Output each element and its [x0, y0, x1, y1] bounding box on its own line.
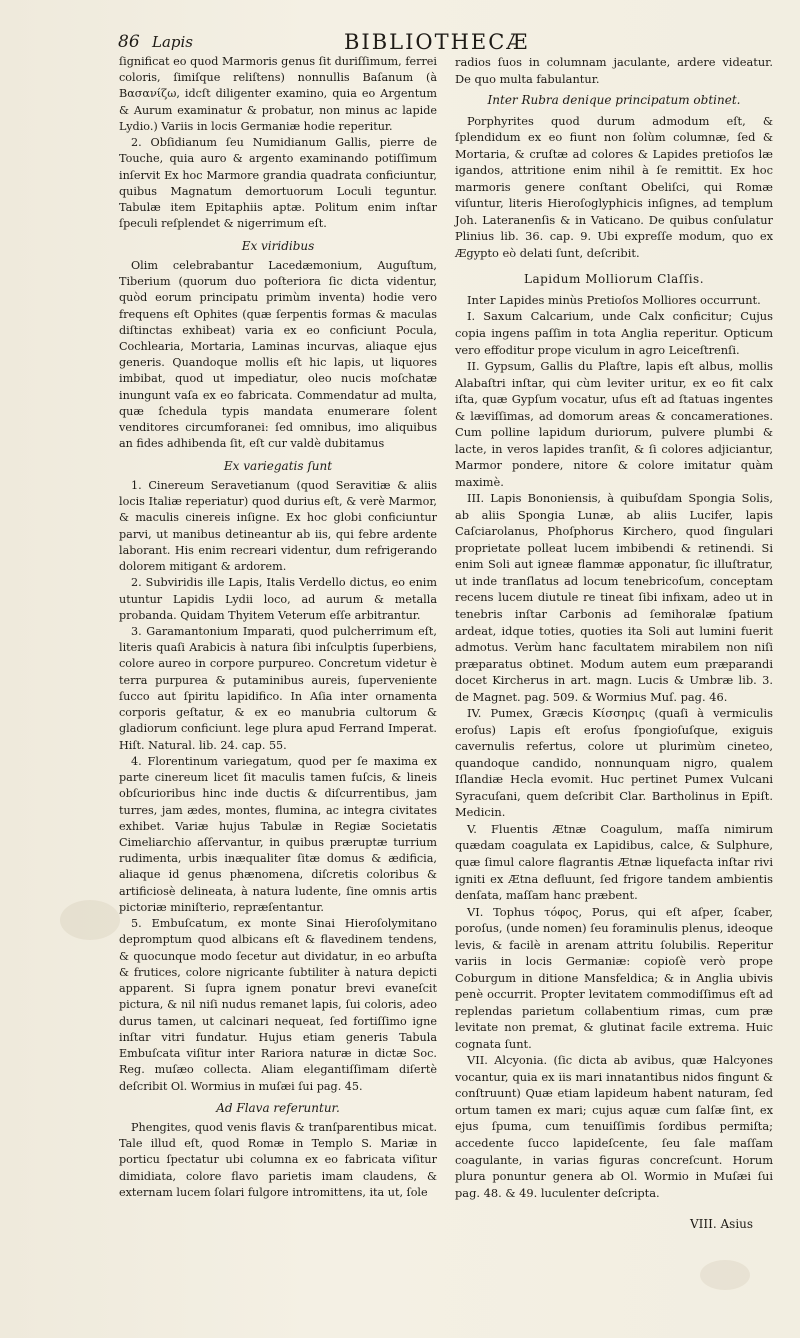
paragraph: ſignificat eo quod Marmoris genus ſit duriſſimum, ferrei coloris, ſimiſque reliſtens) nonnullis Baſanum (à Βασανίζω, idcſt diligenter examino, quia eo Argentum & Aurum examinatur & probatur, non minus ac lapide Lydio.) Variis in locis Germaniæ hodie reperitur.: [119, 55, 437, 133]
page-header: [118, 30, 768, 56]
running-head-left: Lapis: [152, 33, 194, 51]
section-heading: Ex variegatis ſunt: [223, 458, 333, 473]
paragraph: VI. Tophus τόφος, Porus, qui eſt aſper, ſcaber, poroſus, (unde nomen) ſeu foraminulis plenus, ideoque levis, & facilè in arenam attritu ſolubilis. Reperitur variis in locis Germaniæ: copioſè verò prope Coburgum in ditione Mansfeldica; & in Anglia ubivis penè occurrit. Propter levitatem commodiſſimus eſt ad replendas parietum collabentium rimas, cum præ levitate non premat, & glutinat facile extrema. Huic cognata ſunt.: [455, 904, 773, 1051]
paragraph: V. Fluentis Ætnæ Coagulum, maſſa nimirum quædam coagulata ex Lapidibus, calce, & Sulphure, quæ ſimul calore flagrantis Ætnæ liquefacta inſtar rivi igniti ex Ætna defluunt, ſed frigore tandem ambientis denſata, maſſam hanc præbent.: [455, 821, 773, 903]
paragraph: 3. Garamantonium Imparati, quod pulcherrimum eſt, literis quaſi Arabicis à natura ſibi inſculptis ſuperbiens, colore aureo in corpore purpureo. Concretum videtur è terra purpurea & putaminibus aureis, ſuperveniente ſucco aut ſpiritu lapidifico. In Aſia inter ornamenta corporis geſtatur, & ex eo manubria cultorum & gladiorum conficiunt. lege plura apud Ferrand Imperat. Hiſt. Natural. lib. 24. cap. 55.: [119, 624, 437, 752]
section-heading: Inter Rubra denique principatum obtinet.: [487, 93, 741, 108]
paragraph: VII. Alcyonia. (ſic dicta ab avibus, quæ Halcyones vocantur, quia ex iis mari innatantibus nidos fingunt & conſtruunt) Quæ etiam lapideum habent naturam, ſed ortum tamen ex mari; cujus aquæ cum ſalſæ ſint, ex ejus ſpuma, cum tenuiſſimis ſordibus permiſta; accedente ſucco lapideſcente, ſeu ſale maſſam coagulante, in varias figuras concreſcunt. Horum plura ponuntur genera ab Ol. Wormio in Muſæi ſui pag. 48. & 49. luculenter deſcripta.: [455, 1053, 773, 1200]
section-heading: Lapidum Molliorum Claſſis.: [523, 272, 705, 287]
running-head-title: BIBLIOTHECÆ: [344, 30, 530, 54]
left-column: [119, 54, 437, 1201]
paragraph: 5. Embuſcatum, ex monte Sinai Hieroſolymitano depromptum quod albicans eſt & flavedinem tendens, & quocunque modo ſecetur aut dividatur, in eo arbuſta & frutices, colore nigricante ſubtiliter à natura depicti apparent. Si ſupra ignem ponatur brevi evaneſcit pictura, & nil niſi nudus remanet lapis, ſui coloris, adeo durus tamen, ut calcinari nequeat, ſed fortiſſimo igne inſtar vitri fundatur. Hujus etiam generis Tabula Embuſcata viſitur inter Rariora naturæ in dictæ Soc. Reg. muſæo collecta. Aliam elegantiſſimam diſertè deſcribit Ol. Wormius in muſæi ſui pag. 45.: [119, 917, 437, 1093]
paragraph: 2. Subviridis ille Lapis, Italis Verdello dictus, eo enim utuntur Lapidis Lydii loco, ad aurum & metalla probanda. Quidam Thyitem Veterum eſſe arbitrantur.: [119, 576, 437, 622]
paragraph: III. Lapis Bononiensis, à quibuſdam Spongia Solis, ab aliis Spongia Lunæ, ab aliis Lucifer, lapis Caſciarolanus, Phoſphorus Kirchero, quod ſingulari proprietate polleat lucem imbibendi & retinendi. Si enim Soli aut igneæ flammæ apponatur, ſic illuſtratur, ut inde tranſlatus ad locum tenebricoſum, conceptam recens lucem diutule re tineat ſibi infixam, adeo ut in tenebris inſtar Carbonis ad ſemihoralæ ſpatium ardeat, idque toties, quoties ita Soli aut lumini fuerit admotus. Verùm hanc facultatem mirabilem non niſi præparatus obtinet. Modum autem eum præparandi docet Kircherus in art. magn. Lucis & Umbræ lib. 3. de Magnet. pag. 509. & Wormius Muſ. pag. 46.: [455, 491, 773, 704]
paragraph: 2. Obſidianum ſeu Numidianum Gallis, pierre de Touche, quia auro & argento examinando potiſſimum inſervit Ex hoc Marmore grandia quadrata conficiuntur, quibus Magnatum demortuorum Loculi teguntur. Tabulæ item Epitaphiis aptæ. Politum enim inſtar ſpeculi reſplendet & nigerrimum eſt.: [119, 136, 437, 231]
paragraph: radios ſuos in columnam jaculante, ardere videatur. De quo multa fabulantur.: [455, 55, 773, 86]
paragraph: IV. Pumex, Græcis Κίσσηρις (quaſi à vermiculis eroſus) Lapis eſt eroſus ſpongioſuſque, exiguis cavernulis refertus, colore ut plurimùm cineteo, quandoque candido, nonnunquam nigro, qualem Iſlandiæ Hecla evomit. Huc pertinet Pumex Vulcani Syracuſani, quem deſcribit Clar. Bartholinus in Epiſt. Medicin.: [455, 706, 773, 820]
paragraph: I. Saxum Calcarium, unde Calx conficitur; Cujus copia ingens paſſim in tota Anglia reperitur. Opticum vero effoditur prope viculum in agro Leiceſtrenſi.: [455, 309, 773, 357]
paragraph: Phengites, quod venis flavis & tranſparentibus micat. Tale illud eſt, quod Romæ in Templo S. Mariæ in porticu ſpectatur ubi columna ex eo fabricata viſitur dimidiata, colore flavo parietis imam claudens, & externam lucem ſolari fulgore intromittens, ita ut, ſole: [119, 1121, 437, 1199]
paragraph: Inter Lapides minùs Pretioſos Molliores occurrunt.: [467, 292, 761, 307]
paragraph: II. Gypsum, Gallis du Plaſtre, lapis eſt albus, mollis Alabaſtri inſtar, qui cùm leviter uritur, ex eo fit calx iſta, quæ Gypſum vocatur, uſus eſt ad ſtatuas ingentes & læviſſimas, ad domorum areas & concamerationes. Cum polline lapidum duriorum, pulvere plumbi & lacte, in veros lapides tranſit, & ſi colores adjiciantur, Marmor pondere, nitore & colore imitatur quàm maximè.: [455, 359, 773, 489]
paragraph: 1. Cinereum Seravetianum (quod Seravitiæ & aliis locis Italiæ reperiatur) quod durius eſt, & verè Marmor, & maculis cinereis inſigne. Ex hoc globi conficiuntur parvi, ut manibus detineantur ab iis, qui febre ardente laborant. His enim recreari videntur, dum refrigerando dolorem mitigant & ardorem.: [119, 478, 437, 574]
catchword: VIII. Asius: [690, 1217, 754, 1231]
paragraph: 4. Florentinum variegatum, quod per ſe maxima ex parte cinereum licet ſit maculis tamen fuſcis, & lineis obſcurioribus hinc inde ductis & diſcurrentibus, jam turres, jam ædes, montes, flumina, ac integra civitates exhibet. Variæ hujus Tabulæ in Regiæ Societatis Cimeliarchio aſſervantur, in quibus præruptæ turrium rudimenta, urbis inæqualiter ſitæ domus & ædificia, aliaque id genus phænomena, diſcretis coloribus & artificiosè delineata, à natura ludente, ſine omnis artis pictoriæ miniſterio, repræſentantur.: [119, 754, 437, 914]
right-column: [455, 54, 773, 1201]
section-heading: Ex viridibus: [241, 238, 315, 253]
paper-stain: [700, 1260, 750, 1290]
section-heading: Ad Flava referuntur.: [216, 1100, 340, 1115]
paper-stain: [60, 900, 120, 940]
paragraph: Olim celebrabantur Lacedæmonium, Auguſtum, Tiberium (quorum duo poſteriora ſic dicta videntur, quòd eorum principatu primùm inventa) hodie vero frequens eſt Ophites (quæ ſerpentis formas & maculas diſtinctas exhibeat) varia ex eo conficiunt Pocula, Cochlearia, Mortaria, Laminas incurvas, aliaque ejus generis. Quandoque mollis eſt hic lapis, ut liquores imbibat, quod ut impediatur, oleo nucis moſchatæ inungunt vaſa ex eo fabricata. Commendatur ad multa, quæ ſchedula typis mandata enumerare ſolent venditores circumforanei: ſed omnibus, imo aliquibus an fides adhibenda ſit, eſt cur valdè dubitamus: [119, 258, 437, 451]
page-number: 86: [118, 32, 140, 52]
paragraph: Porphyrites quod durum admodum eſt, & ſplendidum ex eo fiunt non ſolùm columnæ, ſed & Mortaria, & cruſtæ ad colores & Lapides pretioſos læ igandos, attritione enim nihil à ſe remittit. Ex hoc marmoris genere conſtant Obeliſci, qui Romæ viſuntur, literis Hieroſoglyphicis inſignes, ad templum Joh. Lateranenſis & in Vaticano. De quibus conſulatur Plinius lib. 36. cap. 9. Ubi expreſſe modum, quo ex Ægypto eò delati ſunt, deſcribit.: [455, 113, 773, 260]
